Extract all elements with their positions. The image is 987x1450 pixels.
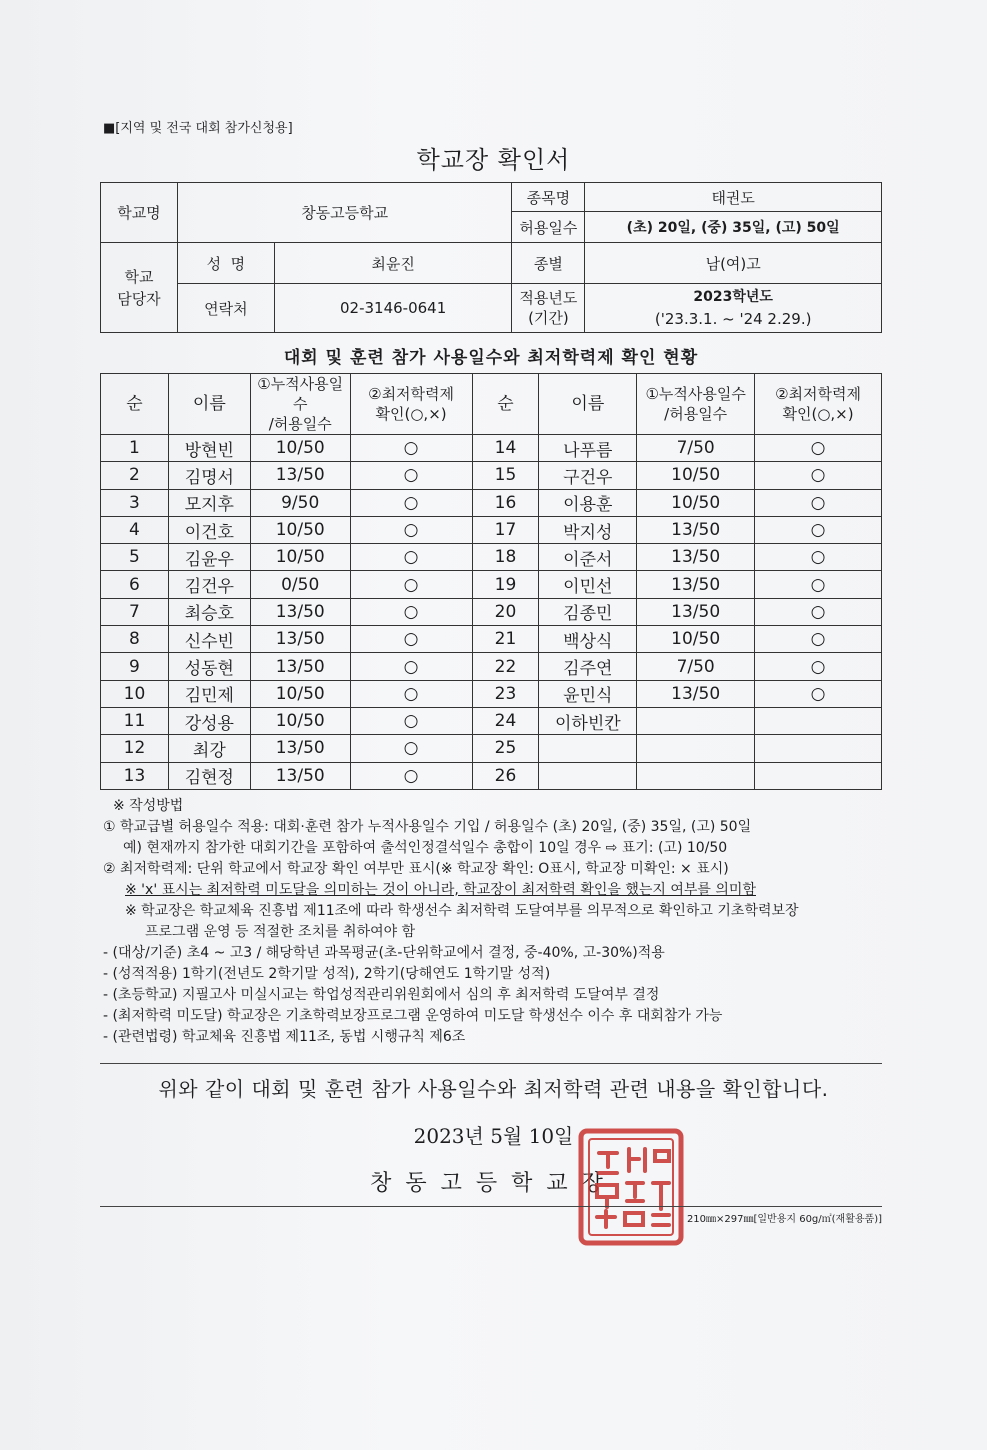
divider-bottom [100,1206,882,1207]
note-2-a: ※ 'x' 표시는 최저학력 미도달을 의미하는 것이 아니라, 학교장이 최저학력 확인을 했는지 여부를 의미함 [125,882,756,898]
note-1: ① 학교급별 허용일수 적용: 대회·훈련 참가 누적사용일수 기입 / 허용일수 (초) 20일, (중) 35일, (고) 50일 [103,819,752,835]
cell-no: 25 [472,735,539,762]
cell-no: 26 [472,762,539,789]
cell-days: 13/50 [637,571,755,598]
cell-check: ○ [755,462,882,489]
cell-days: 10/50 [250,707,350,734]
cell-days: 13/50 [250,735,350,762]
year-label [512,284,585,333]
cell-name: 최강 [168,735,250,762]
table-row [101,680,882,707]
sport-label: 종목명 [512,183,585,212]
cell-name: 성동현 [168,653,250,680]
cell-check: ○ [755,516,882,543]
cell-name: 이용훈 [539,489,637,516]
cell-name: 이민선 [539,571,637,598]
cell-name: 방현빈 [168,435,250,462]
cell-days: 10/50 [637,462,755,489]
school-label: 학교명 [101,183,178,243]
cell-check: ○ [350,516,472,543]
cell-check: ○ [350,571,472,598]
col-check-line1: ②최저학력제 [775,385,861,403]
cell-check: ○ [755,544,882,571]
cell-name: 박지성 [539,516,637,543]
year-value [585,284,882,333]
cell-days: 0/50 [250,571,350,598]
col-days-line2: /허용일수 [268,415,332,433]
table-row [101,462,882,489]
col-check-line2: 확인(○,×) [782,405,854,423]
contact-value: 02-3146-0641 [274,284,512,333]
col-name: 이름 [539,374,637,435]
cell-no: 12 [101,735,169,762]
cell-check [755,762,882,789]
detail-4: - (최저학력 미도달) 학교장은 기초학력보장프로그램 운영하여 미도달 학생선수 이수 후 대회참가 가능 [103,1008,723,1024]
col-name: 이름 [168,374,250,435]
cell-check: ○ [755,680,882,707]
col-check-line1: ②최저학력제 [368,385,455,403]
official-seal [575,1125,687,1249]
page-title: 학교장 확인서 [416,146,571,174]
cell-check: ○ [350,707,472,734]
cell-days: 13/50 [637,598,755,625]
cell-no: 16 [472,489,539,516]
cell-name: 김현정 [168,762,250,789]
col-check-line2: 확인(○,×) [375,405,447,423]
cell-no: 15 [472,462,539,489]
year-period: ('23.3.1. ~ '24 2.29.) [654,310,812,328]
cell-days [637,735,755,762]
cell-name: 윤민식 [539,680,637,707]
cell-name: 김주연 [539,653,637,680]
name-label: 성 명 [177,243,274,284]
section-title: 대회 및 훈련 참가 사용일수와 최저학력제 확인 현황 [283,348,699,368]
issue-date: 2023년 5월 10일 [413,1124,574,1148]
cell-no: 7 [101,598,169,625]
cell-days: 10/50 [250,680,350,707]
col-days-line1: ①누적사용일수 [645,385,746,403]
cell-name [539,762,637,789]
table-row [101,598,882,625]
detail-5: - (관련법령) 학교체육 진흥법 제11조, 동법 시행규칙 제6조 [103,1029,466,1045]
instructions [103,796,893,1048]
table-row [101,626,882,653]
col-days [637,374,755,435]
cell-no: 13 [101,762,169,789]
cell-name: 김윤우 [168,544,250,571]
cell-no: 20 [472,598,539,625]
cell-name: 김건우 [168,571,250,598]
cell-no: 2 [101,462,169,489]
cell-check: ○ [350,462,472,489]
cell-days: 7/50 [637,653,755,680]
detail-1: - (대상/기준) 초4 ~ 고3 / 해당학년 과목평균(초-단위학교에서 결정, 중-40%, 고-30%)적용 [103,945,665,961]
cell-name: 김명서 [168,462,250,489]
note-1-example: 예) 현재까지 참가한 대회기간을 포함하여 출석인정결석일수 총합이 10일 경우 ⇨ 표기: (고) 10/50 [123,840,728,856]
cell-days: 13/50 [250,653,350,680]
cell-check: ○ [350,626,472,653]
allowed-days-label: 허용일수 [512,212,585,243]
divider-top [100,1063,882,1064]
cell-name: 김민제 [168,680,250,707]
principal-signature-line: 창동고등학교장 [370,1171,617,1196]
cell-check: ○ [350,653,472,680]
table-row [101,653,882,680]
table-row [101,762,882,789]
cell-no: 19 [472,571,539,598]
cell-days: 13/50 [250,762,350,789]
cell-name: 백상식 [539,626,637,653]
table-row [101,707,882,734]
cell-name: 최승호 [168,598,250,625]
cell-days: 10/50 [637,489,755,516]
cell-check: ○ [350,735,472,762]
cell-check: ○ [350,762,472,789]
note-2-b-cont: 프로그램 운영 등 적절한 조치를 취하여야 함 [145,924,416,940]
contact-label: 연락처 [177,284,274,333]
cell-check: ○ [350,680,472,707]
table-row [101,571,882,598]
cell-check: ○ [755,489,882,516]
col-days-line2: /허용일수 [664,405,728,423]
cell-days: 7/50 [637,435,755,462]
cell-days: 13/50 [637,680,755,707]
cell-no: 1 [101,435,169,462]
cell-days: 13/50 [250,626,350,653]
cell-check: ○ [350,489,472,516]
cell-no: 8 [101,626,169,653]
note-2: ② 최저학력제: 단위 학교에서 학교장 확인 여부만 표시(※ 학교장 확인: O표시, 학교장 미확인: × 표시) [103,861,729,877]
cell-no: 14 [472,435,539,462]
cell-check: ○ [755,571,882,598]
cell-days: 10/50 [250,544,350,571]
school-year: 2023학년도 [693,289,773,305]
cell-days: 13/50 [637,516,755,543]
year-label-sub: (기간) [528,309,569,327]
cell-no: 18 [472,544,539,571]
cell-check: ○ [755,435,882,462]
gender-label: 종별 [512,243,585,284]
col-no: 순 [472,374,539,435]
cell-check [755,707,882,734]
cell-no: 11 [101,707,169,734]
info-table [100,182,882,333]
table-row [101,735,882,762]
cell-check: ○ [350,435,472,462]
cell-no: 10 [101,680,169,707]
cell-name: 신수빈 [168,626,250,653]
table-row [101,435,882,462]
cell-check: ○ [755,626,882,653]
cell-no: 3 [101,489,169,516]
year-label-main: 적용년도 [519,289,578,307]
cell-no: 24 [472,707,539,734]
cell-days: 9/50 [250,489,350,516]
sport-value: 태권도 [585,183,882,212]
cell-name: 김종민 [539,598,637,625]
cell-days: 10/50 [637,626,755,653]
cell-days: 13/50 [250,598,350,625]
cell-name: 이하빈칸 [539,707,637,734]
detail-3: - (초등학교) 지필고사 미실시교는 학업성적관리위원회에서 심의 후 최저학력 도달여부 결정 [103,987,660,1003]
cell-name: 구건우 [539,462,637,489]
cell-no: 17 [472,516,539,543]
col-days-line1: ①누적사용일수 [257,375,344,413]
cell-days: 10/50 [250,435,350,462]
cell-no: 21 [472,626,539,653]
gender-value: 남(여)고 [585,243,882,284]
col-no: 순 [101,374,169,435]
cell-name: 강성용 [168,707,250,734]
manager-name: 최윤진 [274,243,512,284]
allowed-days-value: (초) 20일, (중) 35일, (고) 50일 [585,212,882,243]
table-header-row [101,374,882,435]
form-type-label: ■[지역 및 전국 대회 참가신청용] [103,121,293,136]
col-days [250,374,350,435]
cell-check [755,735,882,762]
col-check [350,374,472,435]
cell-name [539,735,637,762]
cell-check: ○ [755,653,882,680]
confirmation-text: 위와 같이 대회 및 훈련 참가 사용일수와 최저학력 관련 내용을 확인합니다. [158,1077,829,1101]
table-row [101,544,882,571]
cell-no: 22 [472,653,539,680]
cell-no: 9 [101,653,169,680]
detail-2: - (성적적용) 1학기(전년도 2학기말 성적), 2학기(당해연도 1학기말 성적) [103,966,551,982]
athlete-table [100,373,882,790]
paper-spec: 210㎜×297㎜[일반용지 60g/㎡(재활용품)] [686,1214,882,1225]
manager-label: 학교 담당자 [101,243,178,333]
note-2-b: ※ 학교장은 학교체육 진흥법 제11조에 따라 학생선수 최저학력 도달여부를 의무적으로 확인하고 기초학력보장 [125,903,799,919]
cell-name: 나푸름 [539,435,637,462]
cell-days: 10/50 [250,516,350,543]
cell-days [637,762,755,789]
table-row [101,489,882,516]
cell-no: 23 [472,680,539,707]
cell-name: 이준서 [539,544,637,571]
school-name: 창동고등학교 [177,183,512,243]
cell-no: 4 [101,516,169,543]
cell-no: 6 [101,571,169,598]
col-check [755,374,882,435]
cell-check: ○ [755,598,882,625]
cell-days [637,707,755,734]
cell-no: 5 [101,544,169,571]
notes-heading: ※ 작성방법 [113,798,184,814]
cell-days: 13/50 [250,462,350,489]
cell-days: 13/50 [637,544,755,571]
cell-name: 모지후 [168,489,250,516]
cell-check: ○ [350,544,472,571]
table-row [101,516,882,543]
cell-check: ○ [350,598,472,625]
cell-name: 이건호 [168,516,250,543]
